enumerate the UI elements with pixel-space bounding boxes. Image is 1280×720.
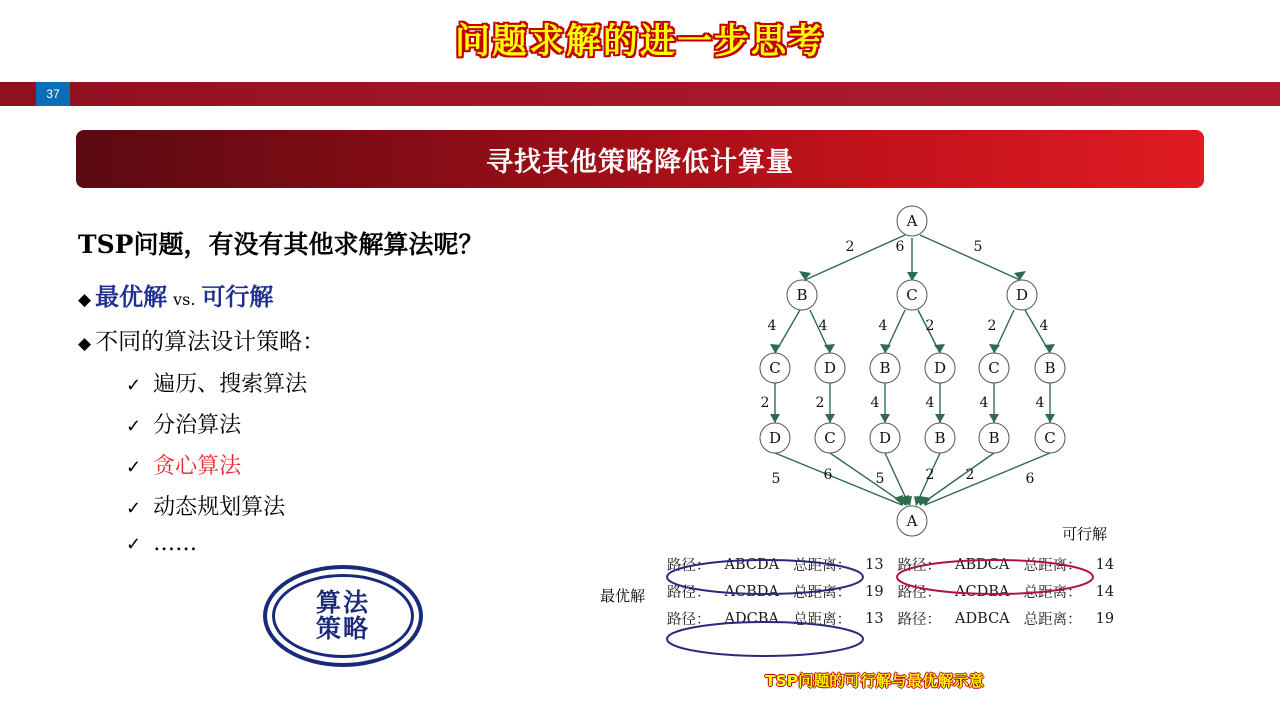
- dist-header: 总距离：: [1023, 558, 1082, 574]
- list-item-greedy: [126, 449, 618, 480]
- svg-text:D: D: [878, 429, 892, 447]
- path-value: ACBDA: [724, 583, 779, 600]
- svg-text:D: D: [933, 359, 947, 377]
- method-label: 遍历、搜索算法: [153, 372, 308, 397]
- page-title: 问题求解的进一步思考: [454, 22, 825, 62]
- path-header: 路径：: [897, 585, 942, 601]
- svg-text:C: C: [906, 286, 918, 304]
- table-row: [660, 605, 1121, 632]
- bullet-optimal-vs-feasible: [78, 277, 618, 312]
- svg-text:2: 2: [965, 467, 975, 483]
- svg-text:6: 6: [823, 467, 833, 483]
- path-value: ADBCA: [955, 610, 1010, 627]
- feasible-annotation: 可行解: [1062, 525, 1108, 543]
- svg-text:4: 4: [979, 395, 989, 411]
- svg-text:4: 4: [878, 318, 888, 334]
- dist-value: 14: [1095, 556, 1115, 573]
- algorithm-strategy-stamp: [263, 565, 423, 667]
- svg-text:B: B: [796, 286, 808, 304]
- svg-text:2: 2: [987, 318, 997, 334]
- svg-text:4: 4: [818, 318, 828, 334]
- dist-header: 总距离：: [1023, 585, 1082, 601]
- dist-value: 19: [1095, 610, 1115, 627]
- svg-text:2: 2: [925, 318, 935, 334]
- dist-header: 总距离：: [793, 585, 852, 601]
- method-label: 贪心算法: [153, 454, 242, 479]
- optimal-solution-label: 最优解: [95, 282, 168, 311]
- header-bar: [0, 82, 1280, 106]
- diamond-bullet-icon: ◆: [78, 290, 92, 310]
- method-label: 动态规划算法: [153, 495, 286, 520]
- table-row: [660, 551, 1121, 578]
- svg-text:2: 2: [845, 239, 855, 255]
- dist-value: 19: [865, 583, 884, 600]
- strategy-line-label: 不同的算法设计策略：: [95, 329, 326, 355]
- svg-text:5: 5: [875, 471, 885, 487]
- svg-text:A: A: [906, 512, 918, 530]
- dist-header: 总距离：: [793, 558, 852, 574]
- svg-text:4: 4: [925, 395, 935, 411]
- svg-text:5: 5: [771, 471, 781, 487]
- svg-text:2: 2: [760, 395, 770, 411]
- routes-table-wrap: [660, 551, 1200, 632]
- svg-text:A: A: [906, 212, 918, 230]
- list-item: [126, 367, 618, 398]
- svg-text:4: 4: [1035, 395, 1045, 411]
- svg-text:C: C: [769, 359, 781, 377]
- check-icon: ✓: [126, 457, 142, 478]
- svg-text:6: 6: [895, 239, 905, 255]
- optimal-annotation: 最优解: [600, 587, 646, 605]
- section-banner: [76, 130, 1204, 188]
- dist-header: 总距离：: [1023, 612, 1082, 628]
- feasible-solution-label: 可行解: [201, 282, 274, 311]
- path-value: ABCDA: [724, 556, 780, 573]
- svg-text:4: 4: [767, 318, 777, 334]
- tsp-tree-diagram: [600, 195, 1260, 695]
- svg-text:2: 2: [815, 395, 825, 411]
- diagram-caption: TSP问题的可行解与最优解示意: [765, 672, 985, 690]
- check-icon: ✓: [126, 534, 142, 555]
- dist-value: 13: [865, 610, 884, 627]
- check-icon: ✓: [126, 375, 142, 396]
- dist-value: 13: [865, 556, 884, 573]
- table-row: [660, 578, 1121, 605]
- svg-text:B: B: [934, 429, 946, 447]
- vs-label: vs.: [173, 290, 196, 309]
- diamond-bullet-icon: ◆: [78, 334, 92, 354]
- svg-text:B: B: [1044, 359, 1056, 377]
- dist-value: 14: [1095, 583, 1115, 600]
- list-item: [126, 490, 618, 521]
- svg-text:4: 4: [1039, 318, 1049, 334]
- routes-table: [660, 551, 1121, 632]
- section-banner-text: 寻找其他策略降低计算量: [486, 146, 794, 178]
- path-value: ADCBA: [724, 610, 779, 627]
- list-item: [126, 408, 618, 439]
- left-content: [78, 225, 618, 566]
- path-header: 路径：: [667, 585, 711, 601]
- path-header: 路径：: [667, 558, 711, 574]
- svg-text:5: 5: [973, 239, 983, 255]
- list-item: [126, 531, 618, 556]
- svg-text:2: 2: [925, 467, 935, 483]
- stamp-line-2: 策略: [315, 614, 370, 643]
- svg-text:C: C: [1044, 429, 1056, 447]
- svg-text:6: 6: [1025, 471, 1035, 487]
- path-header: 路径：: [897, 612, 942, 628]
- svg-text:C: C: [988, 359, 1000, 377]
- svg-text:D: D: [1015, 286, 1029, 304]
- method-label: ……: [153, 531, 198, 556]
- svg-text:D: D: [823, 359, 837, 377]
- svg-text:C: C: [824, 429, 836, 447]
- dist-header: 总距离：: [793, 612, 852, 628]
- method-label: 分治算法: [153, 413, 242, 438]
- svg-text:B: B: [988, 429, 1000, 447]
- check-icon: ✓: [126, 498, 142, 519]
- svg-text:4: 4: [870, 395, 880, 411]
- path-header: 路径：: [897, 558, 942, 574]
- path-header: 路径：: [667, 612, 711, 628]
- path-value: ACDBA: [955, 583, 1010, 600]
- lead-question: TSP问题，有没有其他求解算法呢？: [78, 230, 484, 259]
- bullet-strategies: [78, 323, 618, 356]
- svg-text:B: B: [879, 359, 891, 377]
- path-value: ABDCA: [955, 556, 1010, 573]
- check-icon: ✓: [126, 416, 142, 437]
- stamp-line-1: 算法: [315, 587, 370, 617]
- svg-text:D: D: [768, 429, 782, 447]
- page-number-badge: 37: [36, 82, 70, 106]
